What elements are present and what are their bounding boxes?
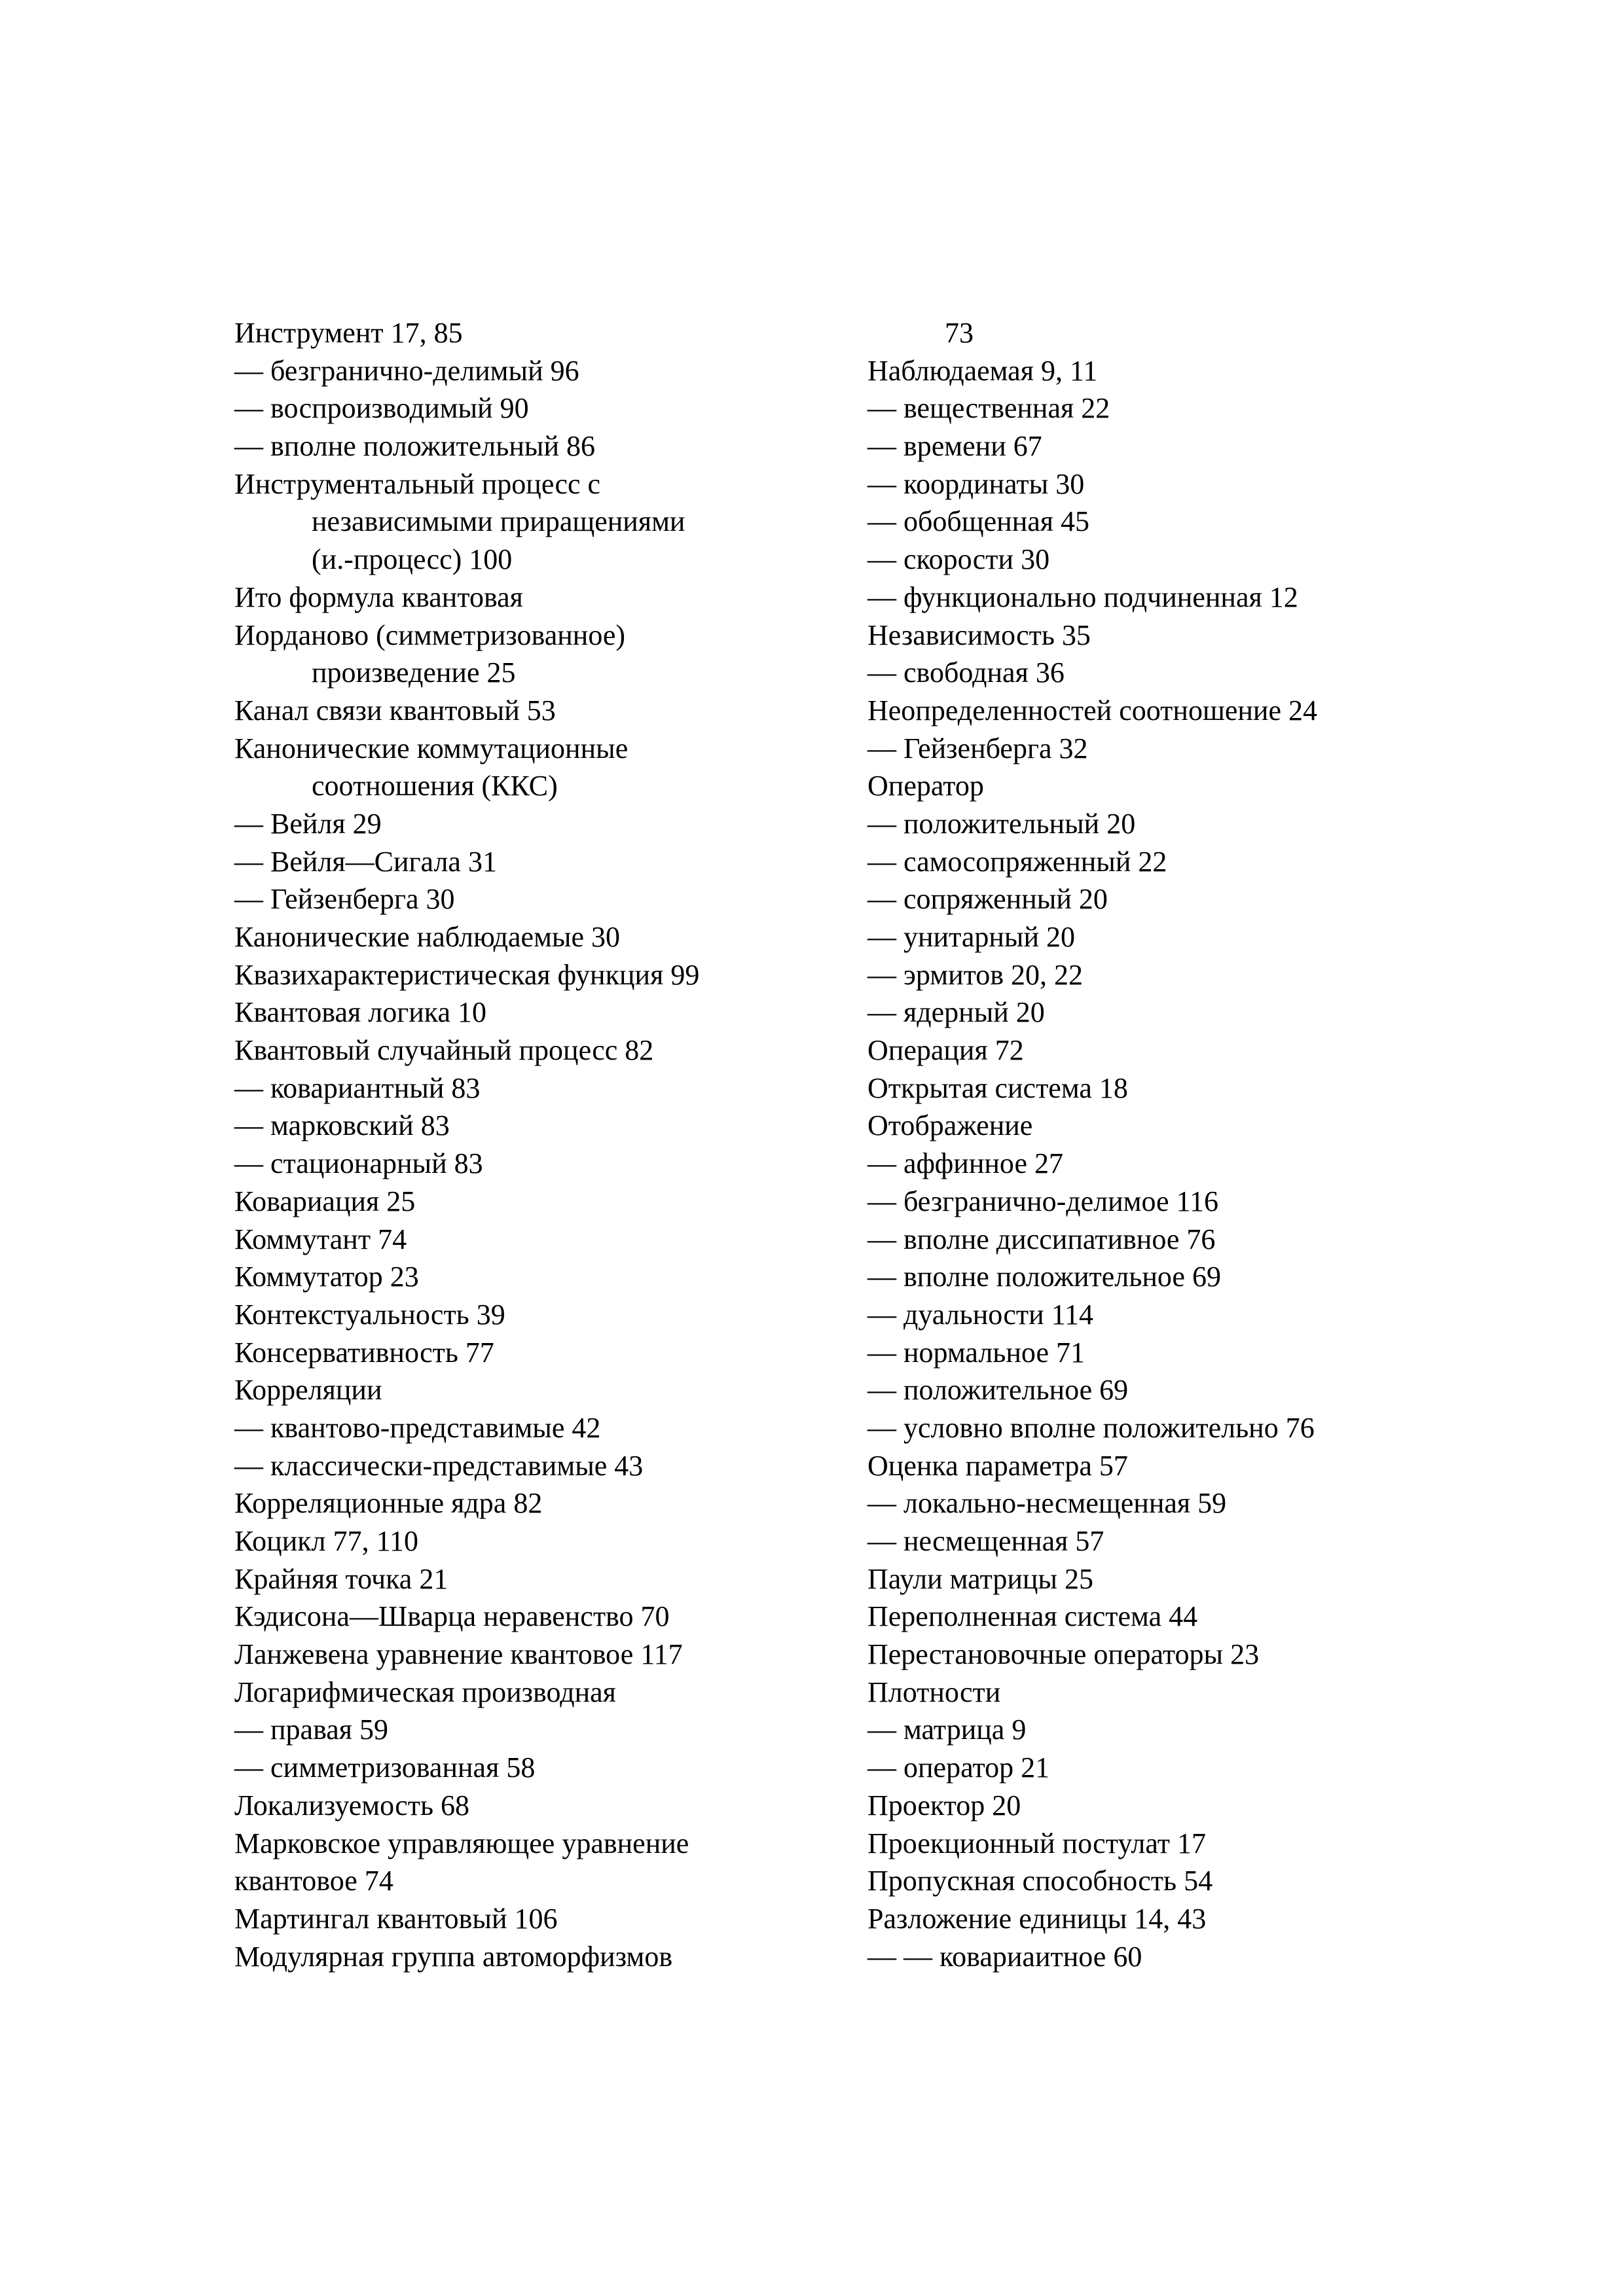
index-entry: Иорданово (симметризованное) <box>234 619 626 651</box>
index-entry: — безгранично-делимый 96 <box>234 354 579 387</box>
index-entry: Контекстуальность 39 <box>234 1298 505 1331</box>
index-entry: — времени 67 <box>867 430 1042 463</box>
index-entry: 73 <box>945 317 974 349</box>
index-entry: Проекционный постулат 17 <box>867 1827 1206 1859</box>
index-entry: Ито формула квантовая <box>234 581 523 613</box>
index-entry: — скорости 30 <box>867 543 1050 576</box>
index-entry: Мартингал квантовый 106 <box>234 1902 558 1935</box>
index-entry: — Вейля 29 <box>234 807 382 840</box>
index-entry: Пропускная способность 54 <box>867 1865 1213 1897</box>
index-entry: Инструмент 17, 85 <box>234 317 463 349</box>
index-entry: — эрмитов 20, 22 <box>867 958 1084 991</box>
index-entry: соотношения (ККС) <box>312 770 558 802</box>
index-entry: Корреляции <box>234 1374 382 1407</box>
index-entry: — безгранично-делимое 116 <box>867 1185 1218 1217</box>
index-entry: Открытая система 18 <box>867 1071 1128 1104</box>
index-entry: Перестановочные операторы 23 <box>867 1638 1260 1671</box>
index-entry: — положительный 20 <box>867 807 1136 840</box>
index-entry: независимыми приращениями <box>312 505 685 538</box>
index-entry: Независимость 35 <box>867 619 1091 651</box>
index-entry: — положительное 69 <box>867 1374 1129 1407</box>
index-entry: — условно вполне положительно 76 <box>867 1411 1315 1444</box>
index-entry: Операция 72 <box>867 1034 1024 1067</box>
index-entry: Ланжевена уравнение квантовое 117 <box>234 1638 683 1671</box>
index-entry: — стационарный 83 <box>234 1147 483 1180</box>
index-entry: — нормальное 71 <box>867 1336 1085 1369</box>
index-entry: Логарифмическая производная <box>234 1676 616 1708</box>
index-entry: — несмещенная 57 <box>867 1525 1104 1557</box>
index-entry: Коммутатор 23 <box>234 1261 419 1293</box>
index-entry: — Вейля—Сигала 31 <box>234 845 497 878</box>
index-entry: — вполне положительный 86 <box>234 430 595 463</box>
index-entry: Канонические коммутационные <box>234 732 629 764</box>
index-entry: — аффинное 27 <box>867 1147 1063 1180</box>
index-entry: квантовое 74 <box>234 1865 393 1897</box>
index-entry: — ковариантный 83 <box>234 1071 481 1104</box>
index-entry: — локально-несмещенная 59 <box>867 1487 1227 1520</box>
index-entry: Локализуемость 68 <box>234 1789 470 1821</box>
index-entry: Кэдисона—Шварца неравенство 70 <box>234 1600 670 1633</box>
index-entry: Канал связи квантовый 53 <box>234 694 556 726</box>
index-entry: Оператор <box>867 770 984 802</box>
index-entry: — унитарный 20 <box>867 921 1076 953</box>
index-entry: Разложение единицы 14, 43 <box>867 1902 1207 1935</box>
index-entry: Переполненная система 44 <box>867 1600 1198 1633</box>
index-entry: Крайняя точка 21 <box>234 1562 448 1595</box>
index-entry: Ковариация 25 <box>234 1185 416 1217</box>
index-entry: — Гейзенберга 30 <box>234 883 455 916</box>
index-entry: — марковский 83 <box>234 1109 450 1142</box>
index-entry: Консервативность 77 <box>234 1336 494 1369</box>
index-entry: — обобщенная 45 <box>867 505 1090 538</box>
index-column-left <box>234 314 824 1975</box>
index-entry: Модулярная группа автоморфизмов <box>234 1940 673 1973</box>
index-entry: — сопряженный 20 <box>867 883 1108 916</box>
index-entry: Корреляционные ядра 82 <box>234 1487 543 1520</box>
index-entry: Паули матрицы 25 <box>867 1562 1093 1595</box>
index-entry: произведение 25 <box>312 656 516 689</box>
index-entry: Коммутант 74 <box>234 1223 407 1255</box>
index-entry: Коцикл 77, 110 <box>234 1525 418 1557</box>
index-entry: Канонические наблюдаемые 30 <box>234 921 621 953</box>
index-entry: Инструментальный процесс с <box>234 467 601 500</box>
index-entry: Квантовый случайный процесс 82 <box>234 1034 654 1067</box>
index-entry: — вещественная 22 <box>867 392 1110 425</box>
index-entry: — — ковариаитное 60 <box>867 1940 1142 1973</box>
index-entry: — квантово-представимые 42 <box>234 1411 601 1444</box>
index-entry: — ядерный 20 <box>867 996 1045 1029</box>
index-entry: Проектор 20 <box>867 1789 1021 1821</box>
index-entry: — Гейзенберга 32 <box>867 732 1088 764</box>
index-entry: Оценка параметра 57 <box>867 1449 1128 1482</box>
index-entry: Плотности <box>867 1676 1001 1708</box>
index-entry: — классически-представимые 43 <box>234 1449 644 1482</box>
index-entry: — матрица 9 <box>867 1713 1027 1746</box>
index-entry: Неопределенностей соотношение 24 <box>867 694 1317 726</box>
index-entry: Квантовая логика 10 <box>234 996 487 1029</box>
index-entry: — вполне диссипативное 76 <box>867 1223 1216 1255</box>
index-entry: — дуальности 114 <box>867 1298 1094 1331</box>
index-entry: — вполне положительное 69 <box>867 1261 1221 1293</box>
index-entry: (и.-процесс) 100 <box>312 543 513 576</box>
index-entry: Отображение <box>867 1109 1033 1142</box>
index-entry: — функционально подчиненная 12 <box>867 581 1298 613</box>
index-entry: — самосопряженный 22 <box>867 845 1167 878</box>
index-entry: — симметризованная 58 <box>234 1751 536 1784</box>
index-entry: — воспроизводимый 90 <box>234 392 529 425</box>
index-entry: Наблюдаемая 9, 11 <box>867 354 1098 387</box>
index-entry: — свободная 36 <box>867 656 1065 689</box>
index-entry: — оператор 21 <box>867 1751 1050 1784</box>
index-entry: Марковское управляющее уравнение <box>234 1827 689 1859</box>
index-entry: Квазихарактеристическая функция 99 <box>234 958 700 991</box>
index-column-right <box>867 314 1457 1975</box>
index-entry: — координаты 30 <box>867 467 1085 500</box>
index-entry: — правая 59 <box>234 1713 389 1746</box>
